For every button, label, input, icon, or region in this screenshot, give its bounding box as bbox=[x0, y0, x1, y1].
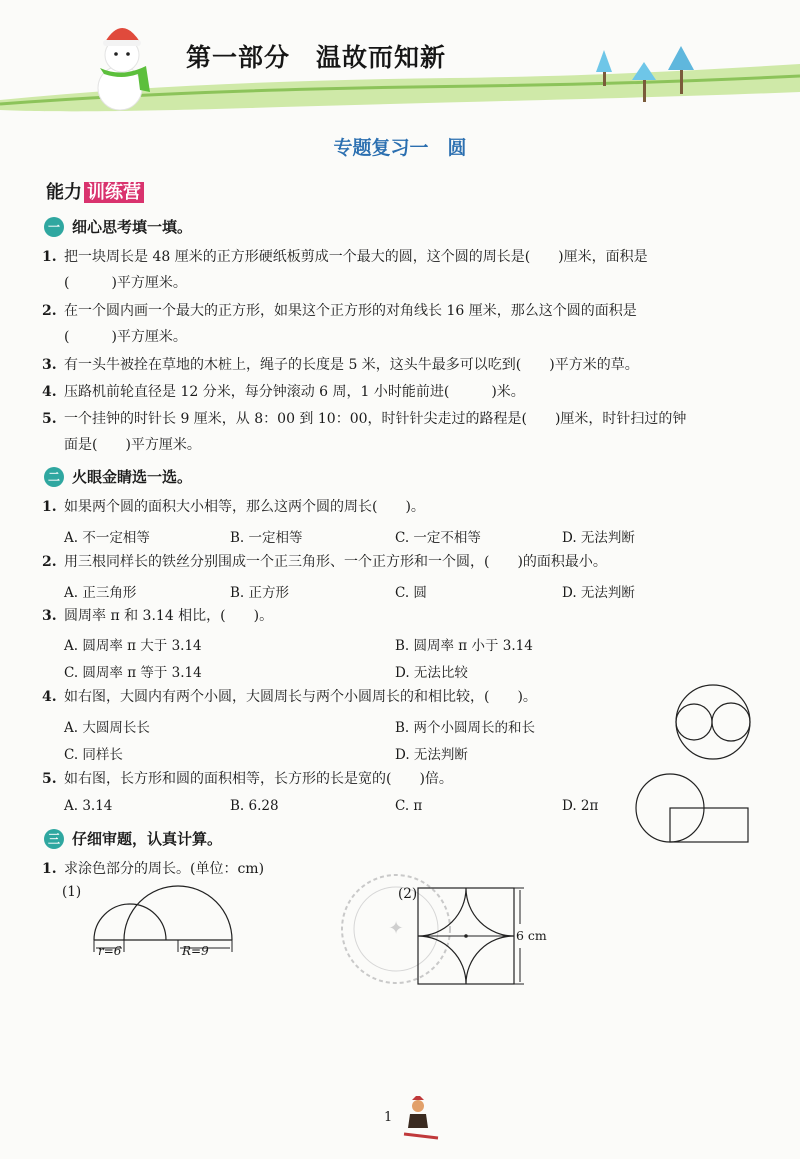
choice-q1: 1. 如果两个圆的面积大小相等，那么这两个圆的周长( )。 bbox=[42, 499, 425, 515]
fill-q5-line1: 5. 一个挂钟的时针长 9 厘米，从 8：00 到 10：00，时针针尖走过的路程是( )厘米，时针扫过的钟 bbox=[42, 411, 687, 427]
choice-q1-option-b: B. 一定相等 bbox=[230, 530, 303, 546]
choice-q3-option-a: A. 圆周率 π 大于 3.14 bbox=[64, 638, 202, 654]
choice-q5-option-a: A. 3.14 bbox=[64, 798, 113, 814]
fill-q1-line2: ( )平方厘米。 bbox=[64, 275, 187, 291]
figure-circle-rectangle bbox=[634, 772, 754, 846]
fill-q4: 4. 压路机前轮直径是 12 分米，每分钟滚动 6 周，1 小时能前进( )米。 bbox=[42, 384, 525, 400]
choice-q5-option-c: C. π bbox=[395, 798, 423, 814]
section-badge: 三 bbox=[44, 829, 64, 849]
choice-q3: 3. 圆周率 π 和 3.14 相比，( )。 bbox=[42, 608, 274, 624]
choice-q5-option-b: B. 6.28 bbox=[230, 798, 279, 814]
choice-q3-option-c: C. 圆周率 π 等于 3.14 bbox=[64, 665, 202, 681]
fill-q5-line2: 面是( )平方厘米。 bbox=[64, 437, 201, 453]
choice-q5-option-d: D. 2π bbox=[562, 798, 599, 814]
calc-q1: 1. 求涂色部分的周长。(单位：cm) bbox=[42, 861, 265, 877]
choice-q1-option-c: C. 一定不相等 bbox=[395, 530, 481, 546]
skier-icon bbox=[398, 1096, 448, 1142]
section-badge: 二 bbox=[44, 467, 64, 487]
choice-q4: 4. 如右图，大圆内有两个小圆，大圆周长与两个小圆周长的和相比较，( )。 bbox=[42, 689, 537, 705]
fill-q2-line2: ( )平方厘米。 bbox=[64, 329, 187, 345]
camp-highlight: 训练营 bbox=[84, 182, 144, 203]
fill-q2-line1: 2. 在一个圆内画一个最大的正方形，如果这个正方形的对角线长 16 厘米，那么这个圆的面积是 bbox=[42, 303, 637, 319]
big-r-label: R=9 bbox=[182, 944, 209, 958]
r-label: r=6 bbox=[98, 944, 122, 958]
section-title: 火眼金睛选一选。 bbox=[72, 468, 193, 486]
fill-q1-line1: 1. 把一块周长是 48 厘米的正方形硬纸板剪成一个最大的圆，这个圆的周长是( )厘米，面积是 bbox=[42, 249, 648, 265]
section-title: 细心思考填一填。 bbox=[72, 218, 193, 236]
choice-q5: 5. 如右图，长方形和圆的面积相等，长方形的长是宽的( )倍。 bbox=[42, 771, 453, 787]
section-2-heading bbox=[44, 466, 192, 487]
choice-q4-option-d: D. 无法判断 bbox=[395, 747, 468, 763]
choice-q2-option-c: C. 圆 bbox=[395, 585, 427, 601]
side-label: 6 cm bbox=[516, 928, 547, 943]
choice-q2-option-a: A. 正三角形 bbox=[64, 585, 137, 601]
svg-text:✦: ✦ bbox=[388, 918, 404, 939]
choice-q2-option-b: B. 正方形 bbox=[230, 585, 290, 601]
choice-q1-option-d: D. 无法判断 bbox=[562, 530, 635, 546]
camp-prefix: 能力 bbox=[46, 182, 82, 203]
choice-q4-option-a: A. 大圆周长长 bbox=[64, 720, 150, 736]
choice-q4-option-b: B. 两个小圆周长的和长 bbox=[395, 720, 536, 736]
fill-q3: 3. 有一头牛被拴在草地的木桩上，绳子的长度是 5 米，这头牛最多可以吃到( )平方米的草。 bbox=[42, 357, 639, 373]
section-heading-camp bbox=[46, 178, 144, 204]
choice-q2-option-d: D. 无法判断 bbox=[562, 585, 635, 601]
part-title: 第一部分 温故而知新 bbox=[186, 43, 447, 72]
section-3-heading bbox=[44, 828, 222, 849]
figure-1-label: (1) bbox=[62, 884, 82, 900]
topic-title: 专题复习一 圆 bbox=[333, 137, 467, 159]
section-badge: 一 bbox=[44, 217, 64, 237]
section-1-heading bbox=[44, 216, 192, 237]
choice-q2: 2. 用三根同样长的铁丝分别围成一个正三角形、一个正方形和一个圆，( )的面积最小。 bbox=[42, 554, 607, 570]
section-title: 仔细审题，认真计算。 bbox=[72, 830, 223, 848]
choice-q3-option-b: B. 圆周率 π 小于 3.14 bbox=[395, 638, 533, 654]
choice-q4-option-c: C. 同样长 bbox=[64, 747, 123, 763]
page-number: 1 bbox=[384, 1110, 393, 1125]
choice-q1-option-a: A. 不一定相等 bbox=[64, 530, 150, 546]
choice-q3-option-d: D. 无法比较 bbox=[395, 665, 468, 681]
figure-2-label: (2) bbox=[398, 886, 418, 902]
figure-circles bbox=[664, 680, 766, 766]
